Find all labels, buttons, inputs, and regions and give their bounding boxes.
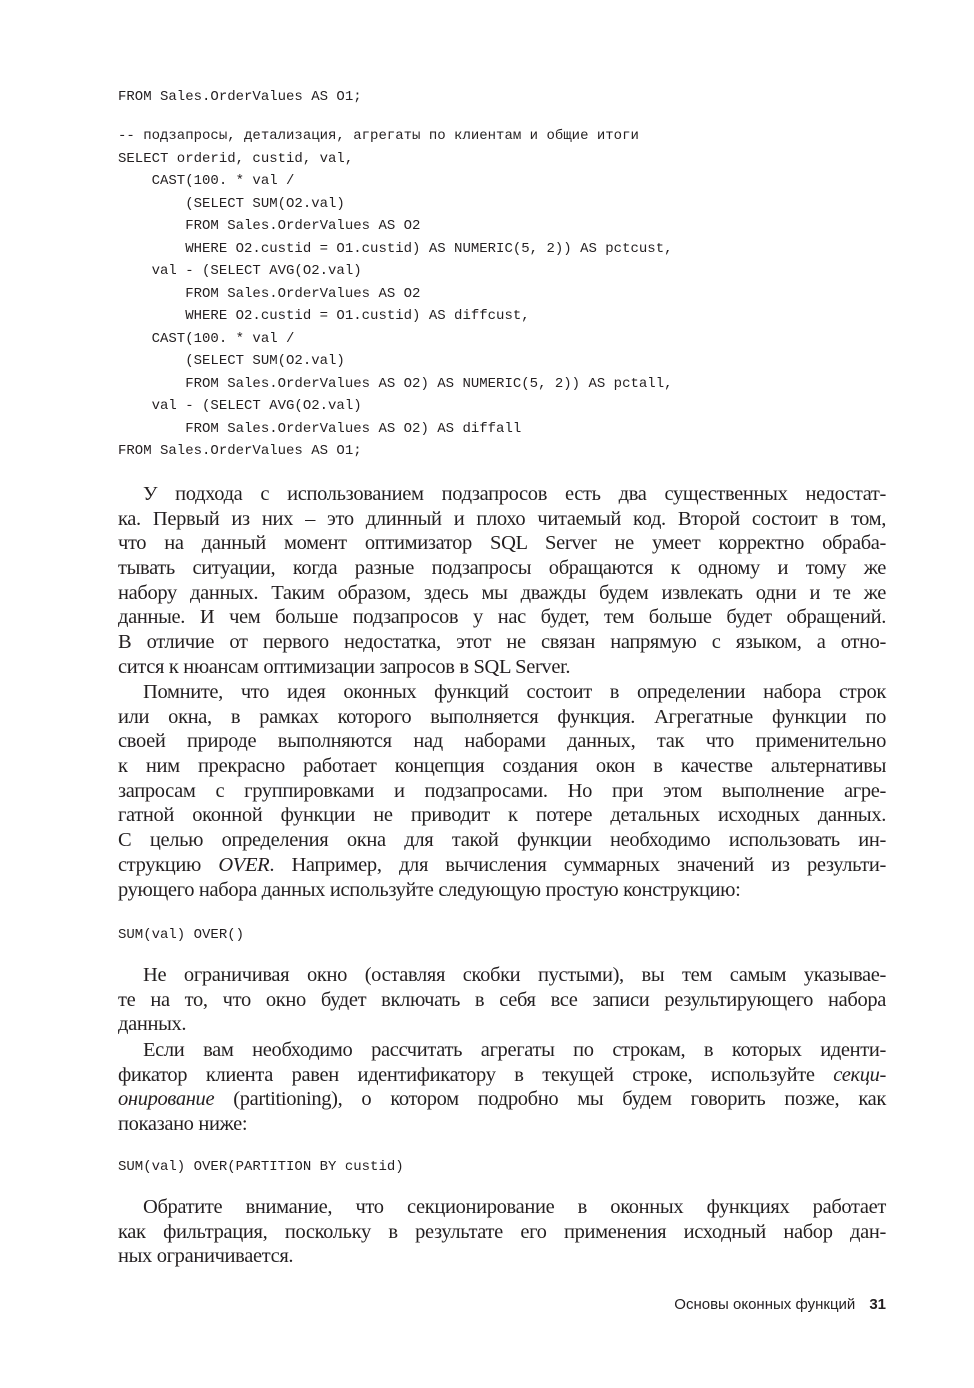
text-line: как фильтрация, поскольку в результате его применения исходный набор дан-: [118, 1220, 886, 1243]
text-line: Не ограничивая окно (оставляя скобки пустыми), вы тем самым указывае-: [143, 964, 886, 986]
running-title: Основы оконных функций: [674, 1296, 856, 1313]
code-line: WHERE O2.custid = O1.custid) AS diffcust,: [118, 308, 530, 324]
code-line: CAST(100. * val /: [118, 330, 295, 347]
code-block-4: [118, 1156, 404, 1179]
code-line: FROM Sales.OrderValues AS O2: [118, 218, 421, 234]
code-line: FROM Sales.OrderValues AS O2) AS NUMERIC(5, 2)) AS pctall,: [118, 375, 673, 392]
text-line: своей природе выполняются над наборами данных, так что применительно: [118, 730, 886, 753]
text-line: данных.: [118, 1013, 187, 1036]
text-line: ка. Первый из них – это длинный и плохо читаемый код. Второй состоит в том,: [118, 507, 886, 530]
text-line: В отличие от первого недостатка, этот не связан напрямую с языком, а отно-: [118, 631, 886, 654]
text-line: или окна, в рамках которого выполняется функция. Агрегатные функции по: [118, 705, 886, 728]
text-line: данные. И чем больше подзапросов у нас будет, тем больше будет обращений.: [118, 606, 886, 629]
code-line: FROM Sales.OrderValues AS O1;: [118, 443, 362, 459]
code-line: FROM Sales.OrderValues AS O2) AS diffall: [118, 420, 522, 437]
paragraph-4: [118, 1038, 886, 1137]
text-line: гатной оконной функции не приводит к потере детальных исходных данных.: [118, 804, 886, 827]
text-line: ных ограничивается.: [118, 1245, 294, 1268]
text-line: рующего набора данных используйте следующую простую конструкцию:: [118, 878, 741, 901]
code-line: (SELECT SUM(O2.val): [118, 195, 345, 212]
text-line: те на то, что окно будет включать в себя все записи результирующего набора: [118, 988, 886, 1011]
paragraph-2: [118, 680, 886, 902]
code-line: WHERE O2.custid = O1.custid) AS NUMERIC(5, 2)) AS pctcust,: [118, 240, 673, 257]
text-line: тывать ситуации, когда разные подзапросы обращаются к одному и тому же: [118, 557, 886, 580]
paragraph-1: [118, 482, 886, 680]
text-line: набору данных. Таким образом, здесь мы дважды будем извлекать одни и те же: [118, 581, 886, 604]
text-line: фикатор клиента равен идентификатору в текущей строке, используйте секци-: [118, 1063, 886, 1086]
code-line: -- подзапросы, детализация, агрегаты по клиентам и общие итоги: [118, 128, 639, 144]
text-line: струкцию OVER. Например, для вычисления суммарных значений из результи-: [118, 853, 886, 876]
text-line: С целью определения окна для такой функции необходимо использовать ин-: [118, 829, 886, 852]
text-line: показано ниже:: [118, 1113, 248, 1136]
text-line: Помните, что идея оконных функций состоит в определении набора строк: [143, 681, 886, 703]
text-line: что на данный момент оптимизатор SQL Server не умеет корректно обраба-: [118, 532, 886, 555]
code-line: SELECT orderid, custid, val,: [118, 150, 354, 167]
code-block-3: [118, 924, 244, 947]
code-line: (SELECT SUM(O2.val): [118, 353, 345, 369]
text-line: к ним прекрасно работает концепция создания окон в качестве альтернативы: [118, 755, 886, 778]
code-line: FROM Sales.OrderValues AS O1;: [118, 89, 362, 105]
text-line: сится к нюансам оптимизации запросов в SQL Server.: [118, 655, 571, 678]
code-line: SUM(val) OVER(): [118, 927, 245, 943]
text-line: У подхода с использованием подзапросов есть два существенных недостат-: [143, 483, 886, 505]
text-line: онирование (partitioning), о котором подробно мы будем говорить позже, как: [118, 1088, 886, 1111]
text-line: Если вам необходимо рассчитать агрегаты по строкам, в которых иденти-: [143, 1039, 886, 1061]
page-number: 31: [869, 1296, 886, 1313]
code-line: CAST(100. * val /: [118, 173, 295, 189]
text-line: Обратите внимание, что секционирование в оконных функциях работает: [143, 1196, 886, 1218]
page-footer: [674, 1296, 886, 1313]
code-line: FROM Sales.OrderValues AS O2: [118, 285, 421, 302]
text-line: запросам с группировками и подзапросами. Но при этом выполнение агре-: [118, 779, 886, 802]
code-block-1: [118, 86, 362, 109]
code-line: SUM(val) OVER(PARTITION BY custid): [118, 1159, 404, 1175]
code-line: val - (SELECT AVG(O2.val): [118, 263, 362, 279]
code-block-2: [118, 125, 673, 463]
paragraph-3: [118, 963, 886, 1037]
code-line: val - (SELECT AVG(O2.val): [118, 398, 362, 414]
paragraph-5: [118, 1195, 886, 1269]
